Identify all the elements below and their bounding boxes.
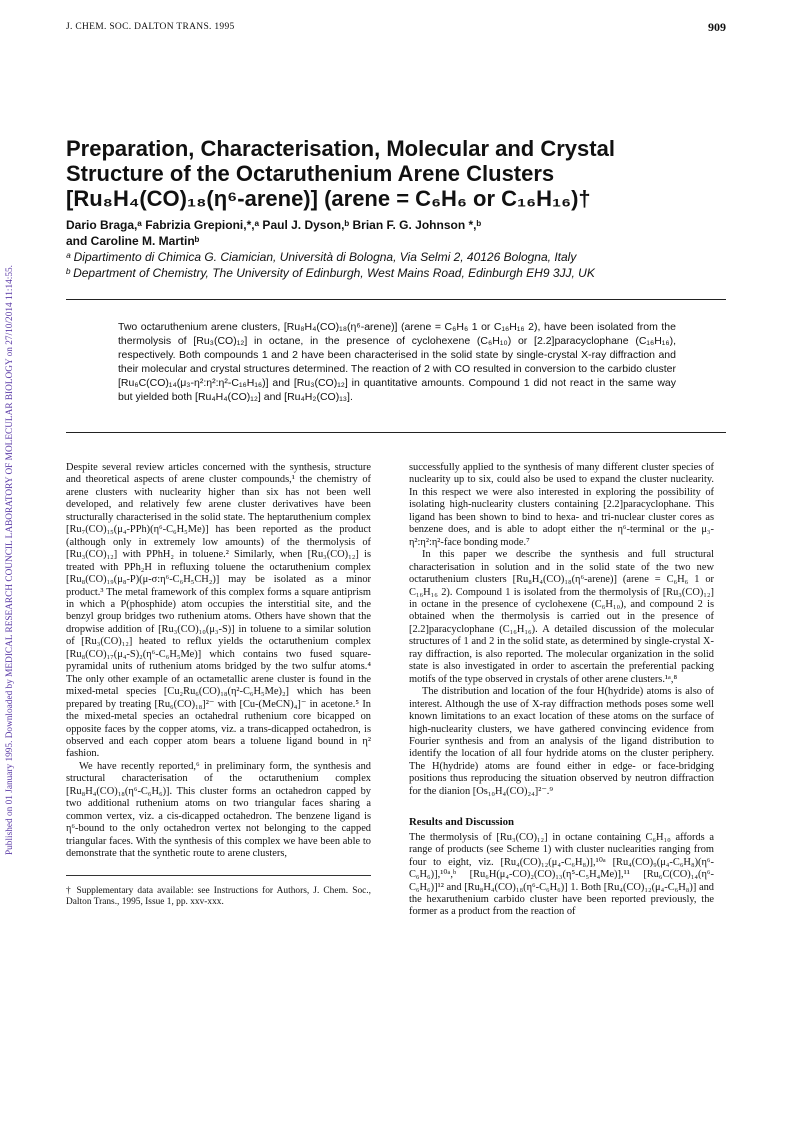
download-side-note: Published on 01 January 1995. Downloaded by MEDICAL RESEARCH COUNCIL LABORATORY OF MOLECULAR BIOLOGY on 27/10/2014 11:14:55. <box>5 264 15 856</box>
paragraph: The distribution and location of the four H(hydride) atoms is also of interest. Although the use of X-ray diffraction methods poses some well known limitations to an exact location of these atoms on the surface of high-nuclearity clusters, we have gathered convincing evidence from Fourier synthesis and from an analysis of the ligand distribution to identify the location of all four hydride atoms on the cluster periphery. The H(hydride) atoms are found either in edge- or face-bridging positions thus reproducing the situation observed by neutron diffraction for the dianion [Os₁₀H₄(CO)₂₄]²⁻.⁹ <box>409 686 714 797</box>
title-line-3: [Ru₈H₄(CO)₁₈(η⁶-arene)] (arene = C₆H₆ or C₁₆H₁₆)† <box>66 186 591 211</box>
abstract: Two octaruthenium arene clusters, [Ru₈H₄(CO)₁₈(η⁶-arene)] (arene = C₆H₆ 1 or C₁₆H₁₆ 2), have been isolated from the thermolysis of [Ru₃(CO)₁₂] in octane, in the presence of cyclohexene (C₆H₁₀) or [2.2]paracyclophane (C₁₆H₁₆), respectively. Both compounds 1 and 2 have been characterised in the solid state by single-crystal X-ray diffraction and their molecular and crystal structures determined. The reaction of 2 with CO resulted in conversion to the carbido cluster [Ru₆C(CO)₁₄(μ₃-η²:η²:η²-C₁₆H₁₆)] and [Ru₃(CO)₁₂] in quantitative amounts. Compound 1 did not react in the same way but yielded both [Ru₄H₄(CO)₁₂] and [Ru₄H₂(CO)₁₃]. <box>118 321 676 403</box>
body-column-left <box>66 462 371 909</box>
divider-bottom <box>66 432 726 433</box>
page-number: 909 <box>708 20 726 34</box>
paragraph: Despite several review articles concerned with the synthesis, structure and theoretical aspects of arene cluster compounds,¹ the chemistry of arene clusters with nuclearity higher than six has not been well developed, and relatively few arene cluster derivatives have been structurally characterised in the solid state. The heptaruthenium complex [Ru₇(CO)₁₅(μ₄-PPh)(η⁶-C₆H₅Me)] has been reported as the product (although only in extremely low amounts) of the thermolysis of [Ru₃(CO)₁₂] with PPhH₂ in toluene.² Similarly, when [Ru₃(CO)₁₂] is treated with PPh₂H in refluxing toluene the octaruthenium complex [Ru₈(CO)₁₉(μ₈-P)(μ-σ:η⁶-C₆H₅CH₂)] may be isolated as a minor product.³ The metal framework of this complex forms a square antiprism in which a P(phosphide) atom occupies the interstitial site, and the benzyl group bridges two ruthenium atoms. Others have shown that the dropwise addition of [Ru₃(CO)₁₀(μ₃-S)] in toluene to a similar solution of [Ru₃(CO)₁₂] heated to reflux yields the octaruthenium complex [Ru₈(CO)₁₇(μ₄-S)₂(η⁶-C₆H₅Me)] which contains two fused square-pyramidal units of ruthenium atoms bridged by the two sulfur atoms.⁴ The only other example of an octametallic arene cluster is found in the mixed-metal species [Cu₂Ru₆(CO)₁₈(η²-C₆H₅Me)₂] which has been prepared by treating [Ru₆(CO)₁₈]²⁻ with [Cu-(MeCN)₄]⁻ in acetone.⁵ In the mixed-metal species an octahedral ruthenium core bicapped on opposite faces by the copper atoms, viz. a trans-dicapped octahedron, is observed and each copper atom bears a toluene ligand bound in η² fashion. <box>66 462 371 760</box>
affiliation-b: ᵇ Department of Chemistry, The University of Edinburgh, West Mains Road, Edinburgh EH9 3JJ, UK <box>66 266 595 280</box>
paragraph: successfully applied to the synthesis of many different cluster species of nuclearity up to six, could also be used to expand the cluster nuclearity. In this respect we were also interested in exploring the possibility of isolating high-nuclearity clusters containing [2.2]paracyclophane. This ligand has been shown to bind to hexa- and tri-nuclear cluster cores as benzene does, and is able to adopt either the η⁶-terminal or the μ₃-η²:η²:η²-face bonding mode.⁷ <box>409 462 714 548</box>
paragraph: The thermolysis of [Ru₃(CO)₁₂] in octane containing C₆H₁₀ affords a range of products (see Scheme 1) with cluster nuclearities ranging from four to eight, viz. [Ru₄(CO)₁₂(μ₄-C₆H₈)],¹⁰ᵃ [Ru₄(CO)₉(μ₄-C₆H₈)(η⁶-C₆H₆)],¹⁰ᵃ,ᵇ [Ru₆H(μ₄-CO)₂(CO)₁₃(η⁵-C₅H₄Me)],¹¹ [Ru₆C(CO)₁₄(η⁶-C₆H₆)]¹² and [Ru₈H₄(CO)₁₈(η⁶-C₆H₆)] 1. Both [Ru₄(CO)₁₂(μ₄-C₆H₈)] and the hexaruthenium carbido cluster have been reported previously, the former as a product from the reaction of <box>409 831 714 918</box>
journal-citation: J. CHEM. SOC. DALTON TRANS. 1995 <box>66 22 235 32</box>
footnote-rule <box>66 875 371 876</box>
footnote: † Supplementary data available: see Instructions for Authors, J. Chem. Soc., Dalton Trans., 1995, Issue 1, pp. xxv-xxx. <box>66 885 371 907</box>
paragraph: We have recently reported,⁶ in preliminary form, the synthesis and structural characterisation of the octaruthenium complex [Ru₈H₄(CO)₁₈(η⁶-C₆H₆)]. This cluster forms an octahedron capped by two additional ruthenium atoms on two triangular faces sharing a common vertex, viz. a cis-dicapped octahedron. The benzene ligand is η⁶-bound to the only octahedron vertex not belonging to the capped triangular faces. With the synthesis of this complex we have been able to demonstrate that the synthetic route to arene clusters, <box>66 760 371 860</box>
section-heading: Results and Discussion <box>409 816 515 829</box>
author-names-line-1: Dario Braga,ᵃ Fabrizia Grepioni,*,ᵃ Paul J. Dyson,ᵇ Brian F. G. Johnson *,ᵇ <box>66 218 482 232</box>
title-line-2: Structure of the Octaruthenium Arene Clusters <box>66 161 555 186</box>
divider-top <box>66 299 726 300</box>
affiliation-a: ᵃ Dipartimento di Chimica G. Ciamician, Università di Bologna, Via Selmi 2, 40126 Bologna, Italy <box>66 250 577 264</box>
author-names-line-2: and Caroline M. Martinᵇ <box>66 234 200 248</box>
article-title <box>66 136 746 211</box>
author-block <box>66 217 746 281</box>
title-line-1: Preparation, Characterisation, Molecular and Crystal <box>66 136 615 161</box>
running-head <box>66 20 726 36</box>
paragraph: In this paper we describe the synthesis and full structural characterisation in solution and in the solid state of the two new octaruthenium clusters [Ru₈H₄(CO)₁₈(η⁶-arene)] (arene = C₆H₆ 1 or C₁₆H₁₆ 2). Compound 1 is isolated from the thermolysis of [Ru₃(CO)₁₂] in octane in the presence of cyclohexene (C₆H₁₀), and compound 2 is obtained when the thermolysis is carried out in the presence of [2.2]paracyclophane (C₁₆H₁₆). A detailed discussion of the molecular structures of 1 and 2 in the solid state, as determined by single-crystal X-ray diffraction, is also reported. The molecular organization in the solid state is also investigated in order to ascertain the preferential packing motifs of the type observed in crystals of other arene clusters.¹ᵃ,⁸ <box>409 549 714 685</box>
body-column-right <box>409 462 714 919</box>
